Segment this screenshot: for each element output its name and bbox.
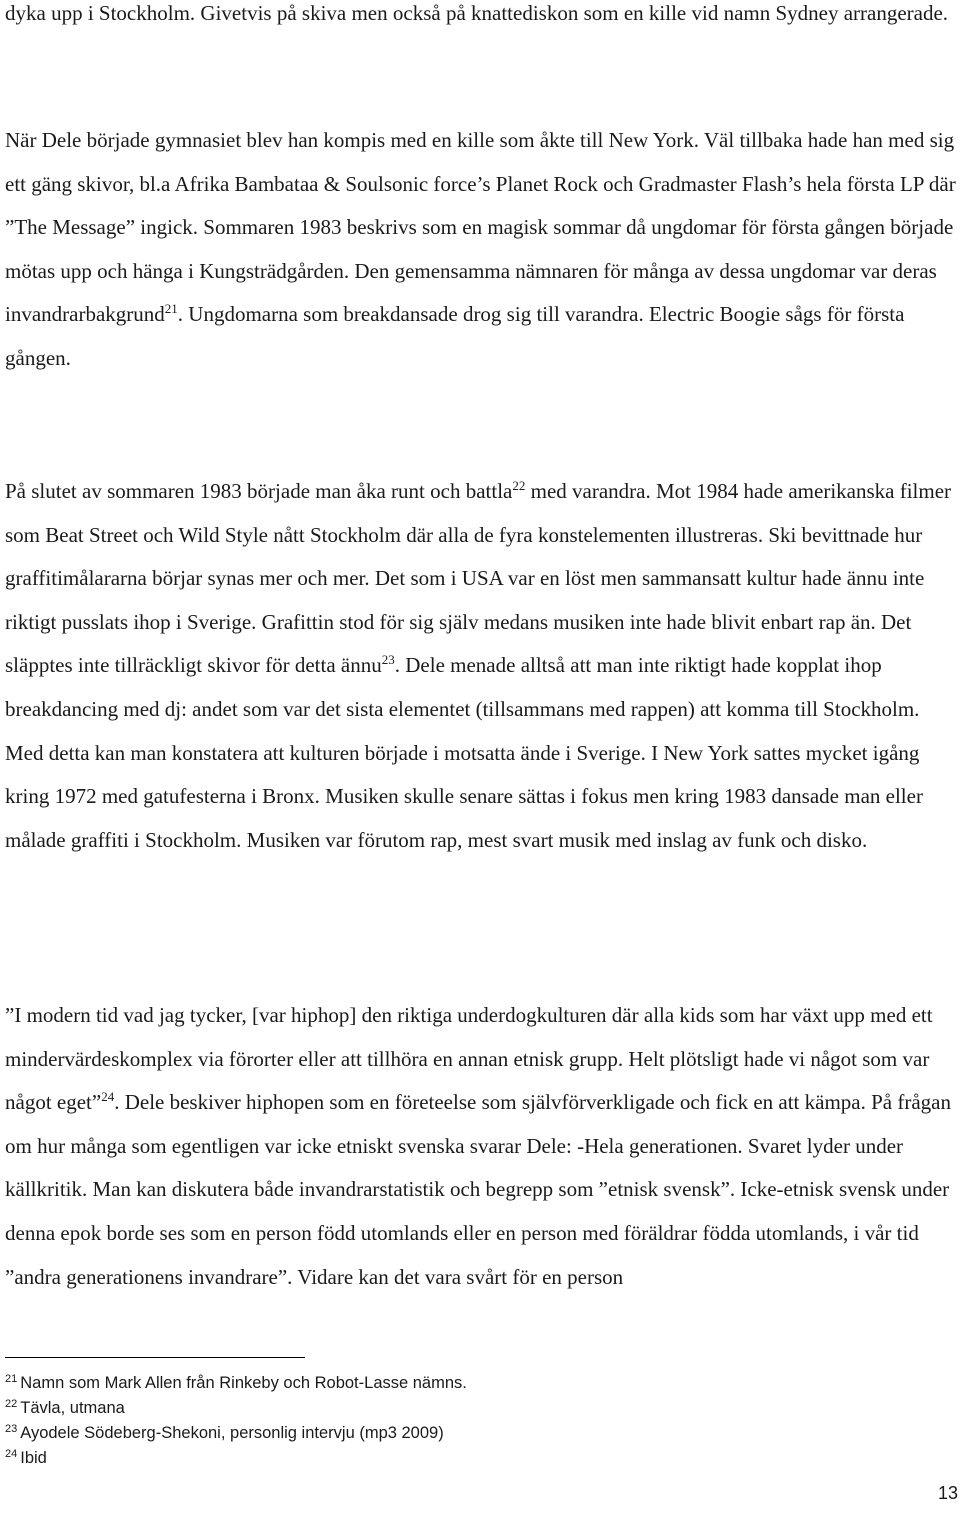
- paragraph-4-text-b: . Dele beskiver hiphopen som en företeelse som självförverkligade och fick en att kämpa. På frågan om hur många som egentligen var icke etniskt svenska svarar Dele: -Hela generationen. Svaret lyder under källkritik. Man kan diskutera både invandrarstatistik och begrepp som ”etnisk svensk”. Icke-etnisk svensk under denna epok borde ses som en person född utomlands eller en person med föräldrar födda utomlands, i vår tid ”andra generationens invandrare”. Vidare kan det vara svårt för en person: [5, 1090, 951, 1289]
- footnote-number: 23: [5, 1422, 18, 1435]
- paragraph-3-text-b: med varandra. Mot 1984 hade amerikanska filmer som Beat Street och Wild Style nått Stockholm där alla de fyra konstelementen illustreras. Ski bevittnade hur graffitimålararna börjar synas mer och mer. Det som i USA var en löst men sammansatt kultur hade ännu inte riktigt pusslats ihop i Sverige. Grafittin stod för sig själv medans musiken inte hade blivit enbart rap än. Det släpptes inte tillräckligt skivor för detta ännu: [5, 479, 952, 678]
- footnote-number: 24: [5, 1447, 18, 1460]
- footnote-text: Ayodele Södeberg-Shekoni, personlig intervju (mp3 2009): [20, 1424, 444, 1442]
- paragraph-2: [5, 119, 957, 381]
- footnote-text: Tävla, utmana: [20, 1399, 125, 1417]
- paragraph-3-text-a: På slutet av sommaren 1983 började man åka runt och battla: [5, 479, 513, 503]
- paragraph-1: [5, 0, 957, 36]
- footnote-ref-23: 23: [381, 652, 395, 668]
- footnote-number: 21: [5, 1372, 18, 1385]
- footnote-21: [5, 1371, 467, 1396]
- footnote-23: [5, 1421, 444, 1446]
- footnote-24: [5, 1446, 47, 1471]
- footnote-text: Ibid: [20, 1449, 47, 1467]
- paragraph-3-text-c: . Dele menade alltså att man inte riktigt hade kopplat ihop breakdancing med dj: andet som var det sista elementet (tillsammans med rappen) att komma till Stockholm. Med detta kan man konstatera att kulturen började i motsatta ände i Sverige. I New York sattes mycket igång kring 1972 med gatufesterna i Bronx. Musiken skulle senare sättas i fokus men kring 1983 dansade man eller målade graffiti i Stockholm. Musiken var förutom rap, mest svart musik med inslag av funk och disko.: [5, 653, 923, 852]
- paragraph-2-text-b: . Ungdomarna som breakdansade drog sig till varandra. Electric Boogie sågs för första gången.: [5, 302, 905, 370]
- footnote-separator: [5, 1357, 305, 1358]
- paragraph-2-text-a: När Dele började gymnasiet blev han kompis med en kille som åkte till New York. Väl tillbaka hade han med sig ett gäng skivor, bl.a Afrika Bambataa & Soulsonic force’s Planet Rock och Gradmaster Flash’s hela första LP där ”The Message” ingick. Sommaren 1983 beskrivs som en magisk sommar då ungdomar för första gången började mötas upp och hänga i Kungsträdgården. Den gemensamma nämnaren för många av dessa ungdomar var deras invandrarbakgrund: [5, 128, 956, 327]
- footnote-number: 22: [5, 1397, 18, 1410]
- footnote-22: [5, 1396, 125, 1421]
- footnote-ref-22: 22: [512, 478, 526, 493]
- paragraph-4-text-a: ”I modern tid vad jag tycker, [var hiphop] den riktiga underdogkulturen där alla kids som har växt upp med ett mindervärdeskomplex via förorter eller att tillhöra en annan etnisk grupp. Helt plötsligt hade vi något som var något eget”: [5, 1003, 933, 1115]
- paragraph-4: [5, 994, 957, 1299]
- footnote-ref-21: 21: [164, 301, 178, 317]
- paragraph-1-text: dyka upp i Stockholm. Givetvis på skiva men också på knattediskon som en kille vid namn Sydney arrangerade.: [5, 1, 949, 25]
- footnote-text: Namn som Mark Allen från Rinkeby och Robot-Lasse nämns.: [20, 1374, 467, 1392]
- footnote-ref-24: 24: [101, 1089, 115, 1105]
- page-number: 13: [937, 1483, 958, 1503]
- paragraph-3: [5, 470, 957, 862]
